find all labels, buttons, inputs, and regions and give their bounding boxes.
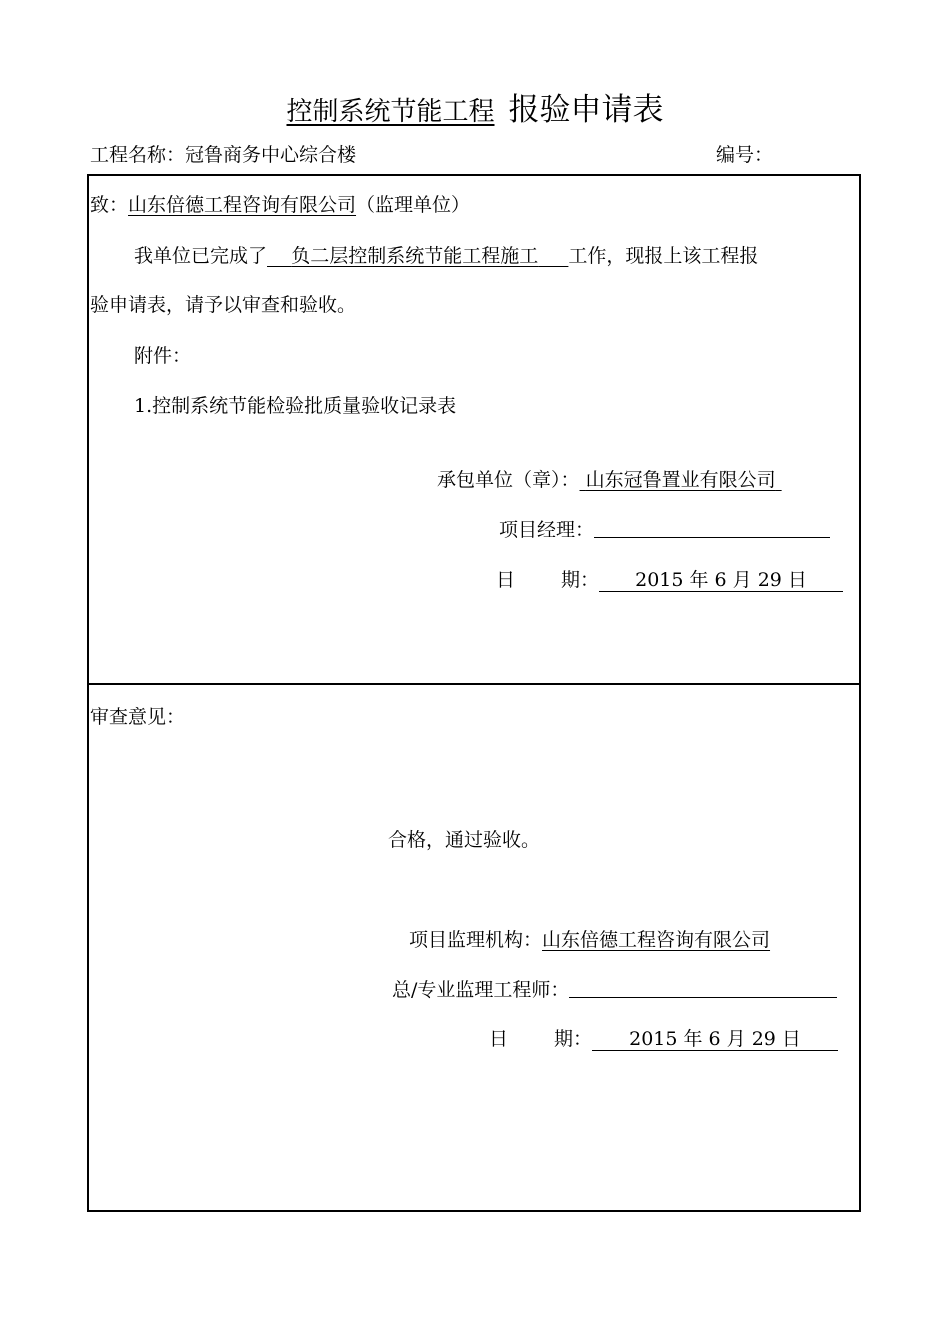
attachment-label: 附件： bbox=[134, 345, 192, 367]
contractor-label: 承包单位（章）： bbox=[437, 469, 580, 491]
body-line-1 bbox=[134, 241, 758, 268]
form-number-row bbox=[716, 140, 773, 167]
review-date-row bbox=[489, 1024, 838, 1051]
work-item bbox=[267, 245, 568, 267]
application-date-row bbox=[496, 565, 843, 592]
engineer-row bbox=[392, 975, 837, 1002]
agency-row bbox=[409, 925, 770, 952]
engineer-signature-line bbox=[569, 978, 837, 998]
project-name-row bbox=[90, 140, 356, 167]
body-line-2: 验申请表，请予以审查和验收。 bbox=[90, 294, 357, 316]
contractor-name-text: 山东冠鲁置业有限公司 bbox=[585, 469, 776, 491]
body-suffix: 工作，现报上该工程报 bbox=[568, 245, 759, 267]
addressee-row bbox=[90, 190, 470, 217]
form-box bbox=[87, 174, 861, 1212]
review-opinion-text: 合格，通过验收。 bbox=[388, 829, 541, 851]
application-date-value: 2015 年 6 月 29 日 bbox=[599, 569, 843, 592]
title-form-name: 报验申请表 bbox=[508, 92, 664, 128]
contractor-row bbox=[437, 465, 782, 492]
application-date-label-1: 日 bbox=[496, 569, 516, 591]
project-name-label: 工程名称： bbox=[90, 144, 186, 166]
agency-name: 山东倍德工程咨询有限公司 bbox=[542, 929, 771, 951]
addressee-company: 山东倍德工程咨询有限公司 bbox=[128, 194, 357, 216]
engineer-label: 总/专业监理工程师： bbox=[392, 979, 570, 1001]
review-date-label-1: 日 bbox=[489, 1028, 509, 1050]
manager-row bbox=[499, 515, 830, 542]
review-date-label-2: 期： bbox=[554, 1028, 593, 1050]
project-name-value: 冠鲁商务中心综合楼 bbox=[185, 144, 357, 166]
review-opinion-label: 审查意见： bbox=[90, 706, 186, 728]
manager-signature-line bbox=[594, 518, 830, 538]
page-title bbox=[0, 84, 950, 129]
form-number-label: 编号： bbox=[716, 144, 774, 166]
attachment-item: 1.控制系统节能检验批质量验收记录表 bbox=[134, 395, 457, 417]
body-prefix: 我单位已完成了 bbox=[134, 245, 268, 267]
manager-label: 项目经理： bbox=[499, 519, 595, 541]
work-item-text: 负二层控制系统节能工程施工 bbox=[291, 245, 539, 267]
addressee-label: 致： bbox=[90, 194, 129, 216]
application-date-label-2: 期： bbox=[561, 569, 600, 591]
section-divider bbox=[87, 683, 861, 685]
agency-label: 项目监理机构： bbox=[409, 929, 543, 951]
contractor-name bbox=[580, 469, 782, 491]
title-project-type: 控制系统节能工程 bbox=[286, 97, 495, 127]
addressee-role: （监理单位） bbox=[356, 194, 471, 216]
review-date-value: 2015 年 6 月 29 日 bbox=[592, 1028, 838, 1051]
